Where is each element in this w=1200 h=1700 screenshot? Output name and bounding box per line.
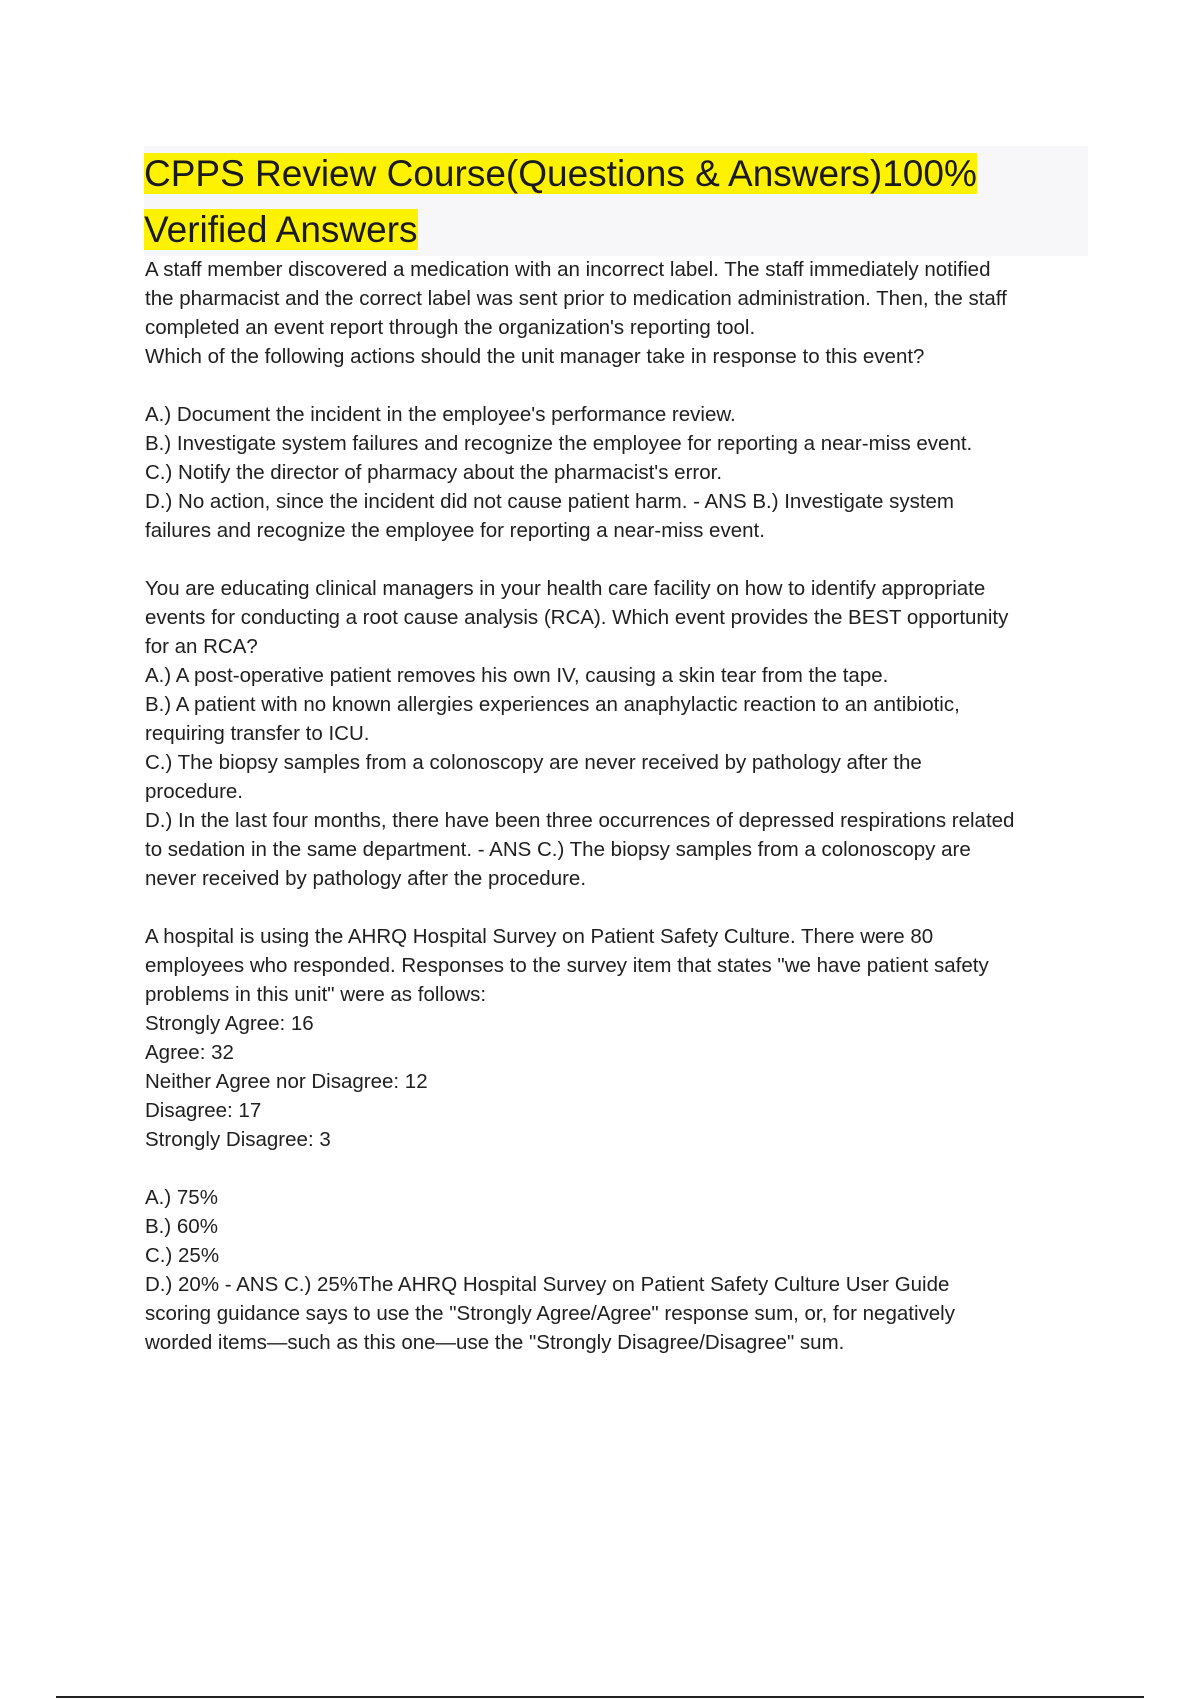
- survey-response: Disagree: 17: [145, 1099, 262, 1122]
- question-stem: You are educating clinical managers in your health care facility on how to identify appropriate: [145, 577, 986, 600]
- answer-option-d: D.) No action, since the incident did not cause patient harm. - ANS B.) Investigate system: [145, 490, 954, 513]
- document-title: [144, 146, 1088, 256]
- question-2: [145, 574, 1090, 893]
- title-line-2: Verified Answers: [144, 209, 418, 250]
- answer-option-d: D.) 20% - ANS C.) 25%The AHRQ Hospital Survey on Patient Safety Culture User Guide: [145, 1273, 950, 1296]
- answer-option-b: B.) A patient with no known allergies experiences an anaphylactic reaction to an antibiotic,: [145, 693, 960, 716]
- question-stem: A staff member discovered a medication with an incorrect label. The staff immediately notified: [145, 258, 991, 281]
- answer-option-b: B.) 60%: [145, 1215, 218, 1238]
- answer-option-d: D.) In the last four months, there have been three occurrences of depressed respirations related: [145, 809, 1015, 832]
- question-stem: problems in this unit" were as follows:: [145, 983, 487, 1006]
- answer-explanation: scoring guidance says to use the "Strongly Agree/Agree" response sum, or, for negatively: [145, 1302, 955, 1325]
- survey-response: Neither Agree nor Disagree: 12: [145, 1070, 428, 1093]
- question-stem: employees who responded. Responses to the survey item that states "we have patient safety: [145, 954, 989, 977]
- answer-option-d: to sedation in the same department. - ANS C.) The biopsy samples from a colonoscopy are: [145, 838, 971, 861]
- question-3: [145, 922, 1090, 1357]
- question-stem: Which of the following actions should the unit manager take in response to this event?: [145, 345, 925, 368]
- answer-explanation: worded items—such as this one—use the "Strongly Disagree/Disagree" sum.: [145, 1331, 845, 1354]
- question-stem: completed an event report through the organization's reporting tool.: [145, 316, 756, 339]
- survey-response: Agree: 32: [145, 1041, 234, 1064]
- survey-response: Strongly Disagree: 3: [145, 1128, 331, 1151]
- answer-option-b: requiring transfer to ICU.: [145, 722, 370, 745]
- question-stem: A hospital is using the AHRQ Hospital Survey on Patient Safety Culture. There were 80: [145, 925, 934, 948]
- title-line-1: CPPS Review Course(Questions & Answers)100%: [144, 153, 977, 194]
- answer-option-c: C.) Notify the director of pharmacy about the pharmacist's error.: [145, 461, 723, 484]
- answer-option-c: procedure.: [145, 780, 244, 803]
- answer-explanation: never received by pathology after the procedure.: [145, 867, 587, 890]
- answer-option-c: C.) 25%: [145, 1244, 220, 1267]
- answer-option-c: C.) The biopsy samples from a colonoscopy are never received by pathology after the: [145, 751, 922, 774]
- page-bottom-divider: [56, 1696, 1144, 1698]
- answer-option-a: A.) 75%: [145, 1186, 218, 1209]
- question-1: [145, 255, 1090, 545]
- question-stem: events for conducting a root cause analysis (RCA). Which event provides the BEST opportunity: [145, 606, 1009, 629]
- answer-explanation: failures and recognize the employee for reporting a near-miss event.: [145, 519, 765, 542]
- document-body: [145, 255, 1090, 1357]
- answer-option-a: A.) A post-operative patient removes his own IV, causing a skin tear from the tape.: [145, 664, 889, 687]
- answer-option-b: B.) Investigate system failures and recognize the employee for reporting a near-miss event.: [145, 432, 973, 455]
- answer-option-a: A.) Document the incident in the employee's performance review.: [145, 403, 736, 426]
- question-stem: the pharmacist and the correct label was sent prior to medication administration. Then, the staff: [145, 287, 1007, 310]
- question-stem: for an RCA?: [145, 635, 258, 658]
- survey-response: Strongly Agree: 16: [145, 1012, 314, 1035]
